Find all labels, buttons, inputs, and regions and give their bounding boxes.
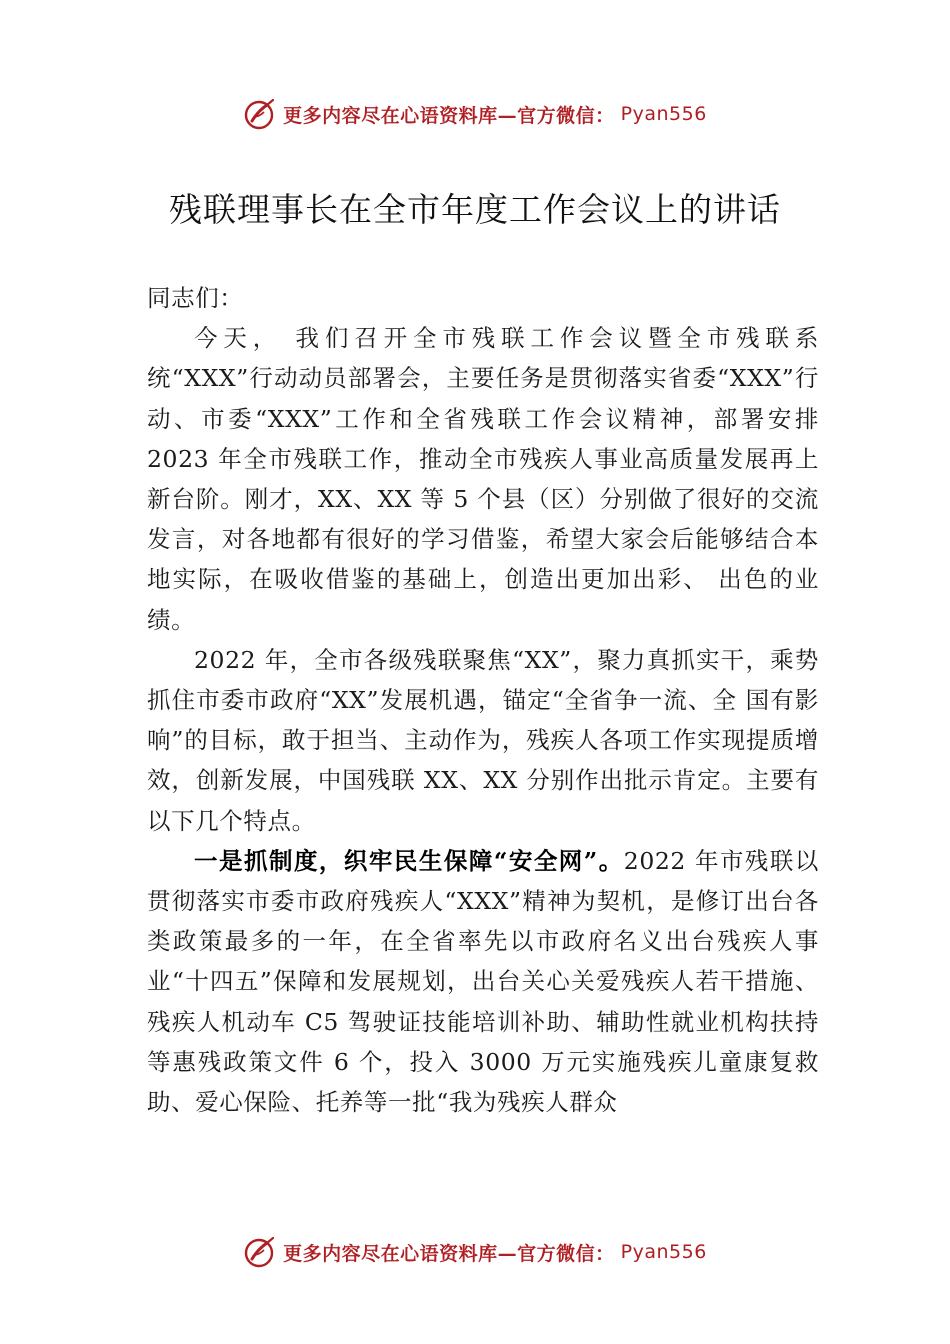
document-body bbox=[147, 278, 819, 1122]
document-title: 残联理事长在全市年度工作会议上的讲话 bbox=[169, 190, 781, 229]
brush-logo-icon bbox=[243, 97, 277, 131]
banner-slogan: 更多内容尽在心语资料库—官方微信： bbox=[283, 104, 615, 127]
paragraph: 今天， 我们召开全市残联工作会议暨全市残联系统“XXX”行动动员部署会，主要任务是贯彻落实省委“XXX”行动、市委“XXX”工作和全省残联工作会议精神，部署安排 2023 年全市残联工作，推动全市残疾人事业高质量发展再上新台阶。刚才，XX、XX 等 5 个县（区）分别做了很好的交流发言，对各地都有很好的学习借鉴，希望大家会后能够结合本地实际，在吸收借鉴的基础上，创造出更加出彩、 出色的业绩。 bbox=[147, 324, 819, 634]
section-heading: 一是抓制度，织牢民生保障“安全网”。 bbox=[194, 846, 624, 875]
paragraph: 2022 年，全市各级残联聚焦“XX”，聚力真抓实干，乘势抓住市委市政府“XX”发展机遇，锚定“全省争一流、全 国有影响”的目标，敢于担当、主动作为，残疾人各项工作实现提质增效，创新发展，中国残联 XX、XX 分别作出批示肯定。主要有以下几个特点。 bbox=[147, 645, 819, 835]
banner-slogan: 更多内容尽在心语资料库—官方微信： bbox=[283, 1242, 615, 1265]
brush-logo-icon bbox=[243, 1235, 277, 1269]
wechat-id: Pyan556 bbox=[620, 1241, 707, 1263]
paragraph-body: 2022 年市残联以贯彻落实市委市政府残疾人“XXX”精神为契机，是修订出台各类政策最多的一年，在全省率先以市政府名义出台残疾人事业“十四五”保障和发展规划，出台关心关爱残疾人若干措施、残疾人机动车 C5 驾驶证技能培训补助、辅助性就业机构扶持等惠残政策文件 6 个，投入 3000 万元实施残疾儿童康复救助、爱心保险、托养等一批“我为残疾人群众 bbox=[147, 846, 819, 1117]
footer-banner bbox=[0, 1232, 950, 1272]
wechat-id: Pyan556 bbox=[620, 103, 707, 125]
header-banner bbox=[0, 94, 950, 134]
paragraph bbox=[147, 841, 819, 1122]
salutation: 同志们： bbox=[147, 284, 244, 312]
